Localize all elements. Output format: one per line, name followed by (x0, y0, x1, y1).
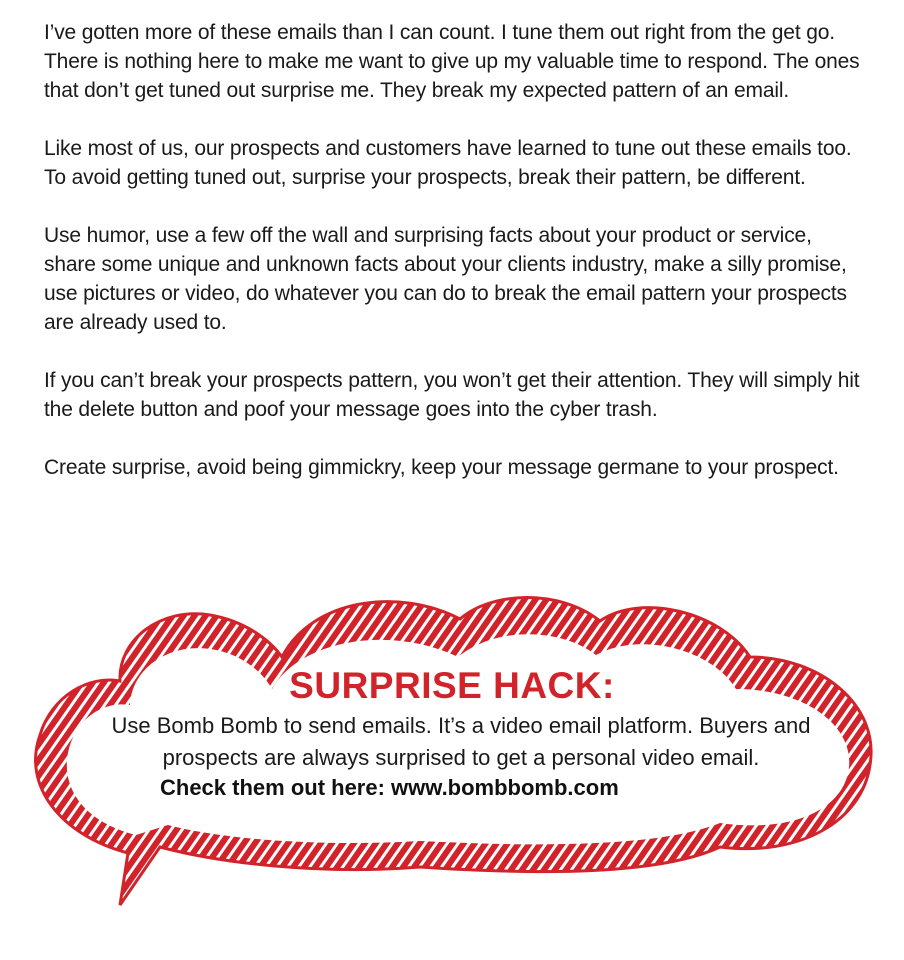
article-body (44, 18, 864, 511)
paragraph-2: Like most of us, our prospects and customers have learned to tune out these emails too. To avoid getting tuned out, surprise your prospects, break their pattern, be different. (44, 137, 852, 189)
surprise-hack-callout (0, 585, 904, 925)
callout-title: SURPRISE HACK: (289, 665, 615, 706)
callout-link[interactable]: Check them out here: www.bombbomb.com (160, 775, 619, 800)
callout-body: Use Bomb Bomb to send emails. It’s a video email platform. Buyers and prospects are always surprised to get a personal video email. (111, 713, 811, 770)
paragraph-4: If you can’t break your prospects pattern, you won’t get their attention. They will simply hit the delete button and poof your message goes into the cyber trash. (44, 369, 860, 421)
paragraph-5: Create surprise, avoid being gimmickry, keep your message germane to your prospect. (44, 456, 839, 479)
paragraph-3: Use humor, use a few off the wall and surprising facts about your product or service, share some unique and unknown facts about your clients industry, make a silly promise, use pictures or video, do whatever you can do to break the email pattern your prospects are already used to. (44, 224, 847, 334)
paragraph-1: I’ve gotten more of these emails than I can count. I tune them out right from the get go. There is nothing here to make me want to give up my valuable time to respond. The ones that don’t get tuned out surprise me. They break my expected pattern of an email. (44, 21, 860, 102)
